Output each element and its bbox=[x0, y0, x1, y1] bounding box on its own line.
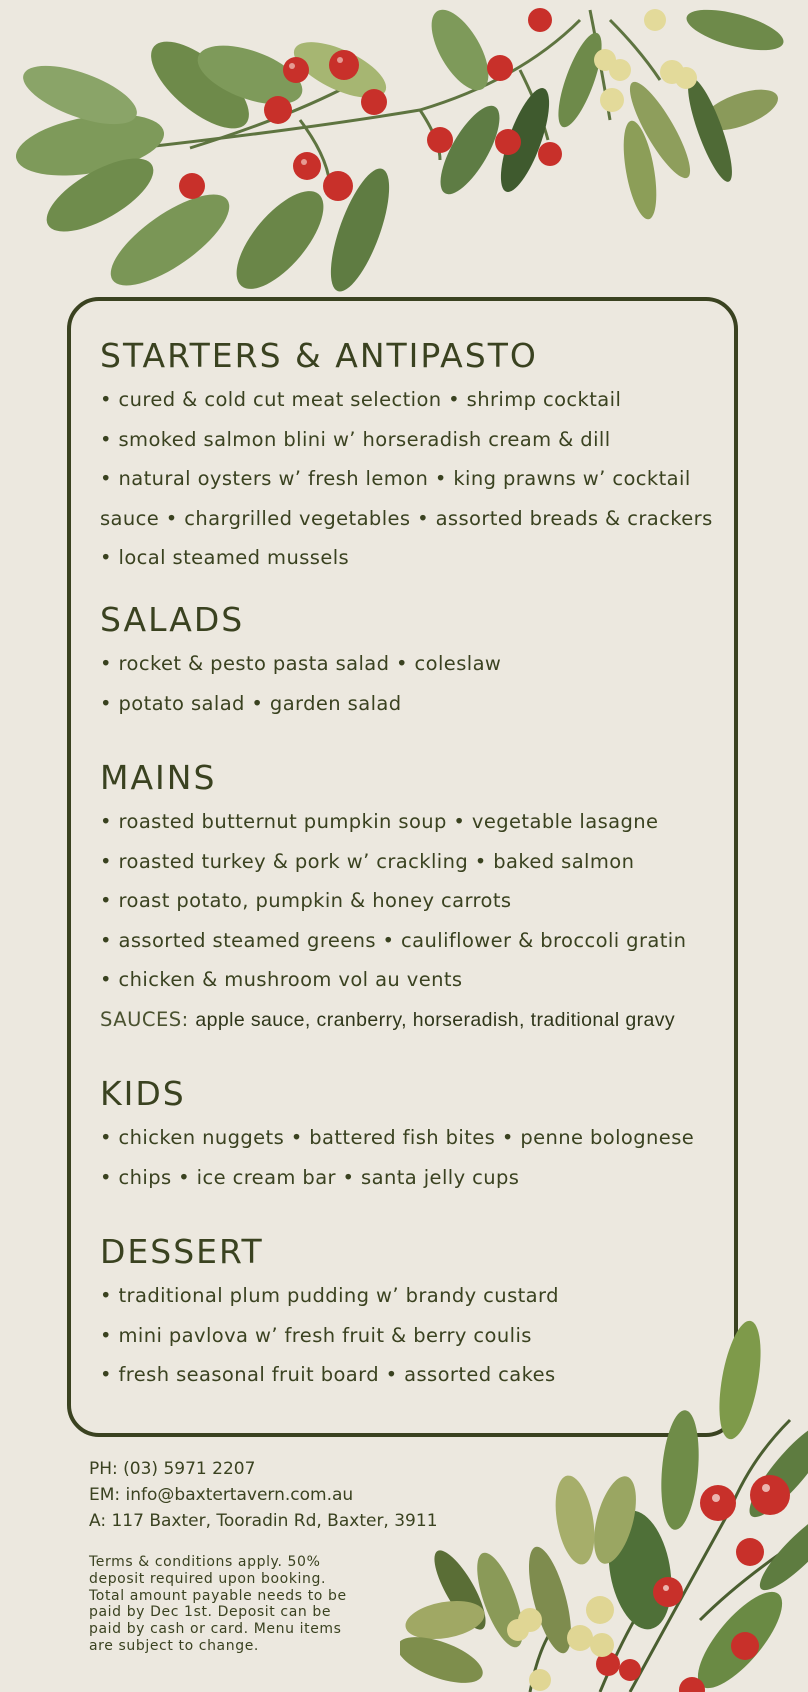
menu-line: • chips • ice cream bar • santa jelly cups bbox=[100, 1165, 520, 1189]
menu-line: • cured & cold cut meat selection • shrimp cocktail bbox=[100, 388, 622, 411]
section-starters bbox=[100, 336, 720, 578]
menu-line: • smoked salmon blini w’ horseradish cream & dill bbox=[100, 427, 611, 451]
menu-line: • traditional plum pudding w’ brandy custard bbox=[100, 1284, 559, 1307]
menu-line: • natural oysters w’ fresh lemon • king prawns w’ cocktail bbox=[100, 467, 691, 490]
contact-info bbox=[89, 1456, 438, 1534]
sauces-line bbox=[100, 1000, 720, 1041]
sauces-text: apple sauce, cranberry, horseradish, traditional gravy bbox=[195, 1008, 676, 1031]
menu-line: • roasted turkey & pork w’ crackling • baked salmon bbox=[100, 849, 635, 873]
menu-line: • roasted butternut pumpkin soup • vegetable lasagne bbox=[100, 810, 659, 833]
section-title-mains: MAINS bbox=[100, 758, 217, 797]
menu-line: • local steamed mussels bbox=[100, 546, 350, 569]
contact-address: A: 117 Baxter, Tooradin Rd, Baxter, 3911 bbox=[89, 1511, 438, 1531]
menu-line: sauce • chargrilled vegetables • assorted breads & crackers bbox=[100, 506, 713, 530]
section-kids bbox=[100, 1074, 720, 1197]
contact-email: EM: info@baxtertavern.com.au bbox=[89, 1485, 354, 1505]
menu-line: • roast potato, pumpkin & honey carrots bbox=[100, 889, 512, 912]
section-title-kids: KIDS bbox=[100, 1074, 186, 1113]
terms-and-conditions: Terms & conditions apply. 50% deposit required upon booking. Total amount payable needs to be paid by Dec 1st. Deposit can be paid by cash or card. Menu items are subject to change. bbox=[89, 1554, 347, 1654]
mistletoe-top-illustration bbox=[0, 0, 808, 300]
section-salads bbox=[100, 600, 720, 723]
section-title-salads: SALADS bbox=[100, 600, 245, 639]
menu-line: • chicken nuggets • battered fish bites • penne bolognese bbox=[100, 1126, 695, 1149]
contact-phone: PH: (03) 5971 2207 bbox=[89, 1459, 256, 1479]
menu-line: • potato salad • garden salad bbox=[100, 691, 402, 715]
menu-line: • rocket & pesto pasta salad • coleslaw bbox=[100, 652, 502, 675]
menu-line: • assorted steamed greens • cauliflower & broccoli gratin bbox=[100, 928, 687, 952]
menu-line: • fresh seasonal fruit board • assorted cakes bbox=[100, 1363, 556, 1386]
menu-line: • mini pavlova w’ fresh fruit & berry coulis bbox=[100, 1323, 532, 1347]
mistletoe-bottom-illustration bbox=[400, 1320, 808, 1692]
menu-line: • chicken & mushroom vol au vents bbox=[100, 968, 463, 991]
section-mains bbox=[100, 758, 720, 1040]
section-title-starters: STARTERS & ANTIPASTO bbox=[100, 336, 538, 375]
section-title-dessert: DESSERT bbox=[100, 1232, 264, 1271]
sauces-label: SAUCES: bbox=[100, 1007, 189, 1031]
